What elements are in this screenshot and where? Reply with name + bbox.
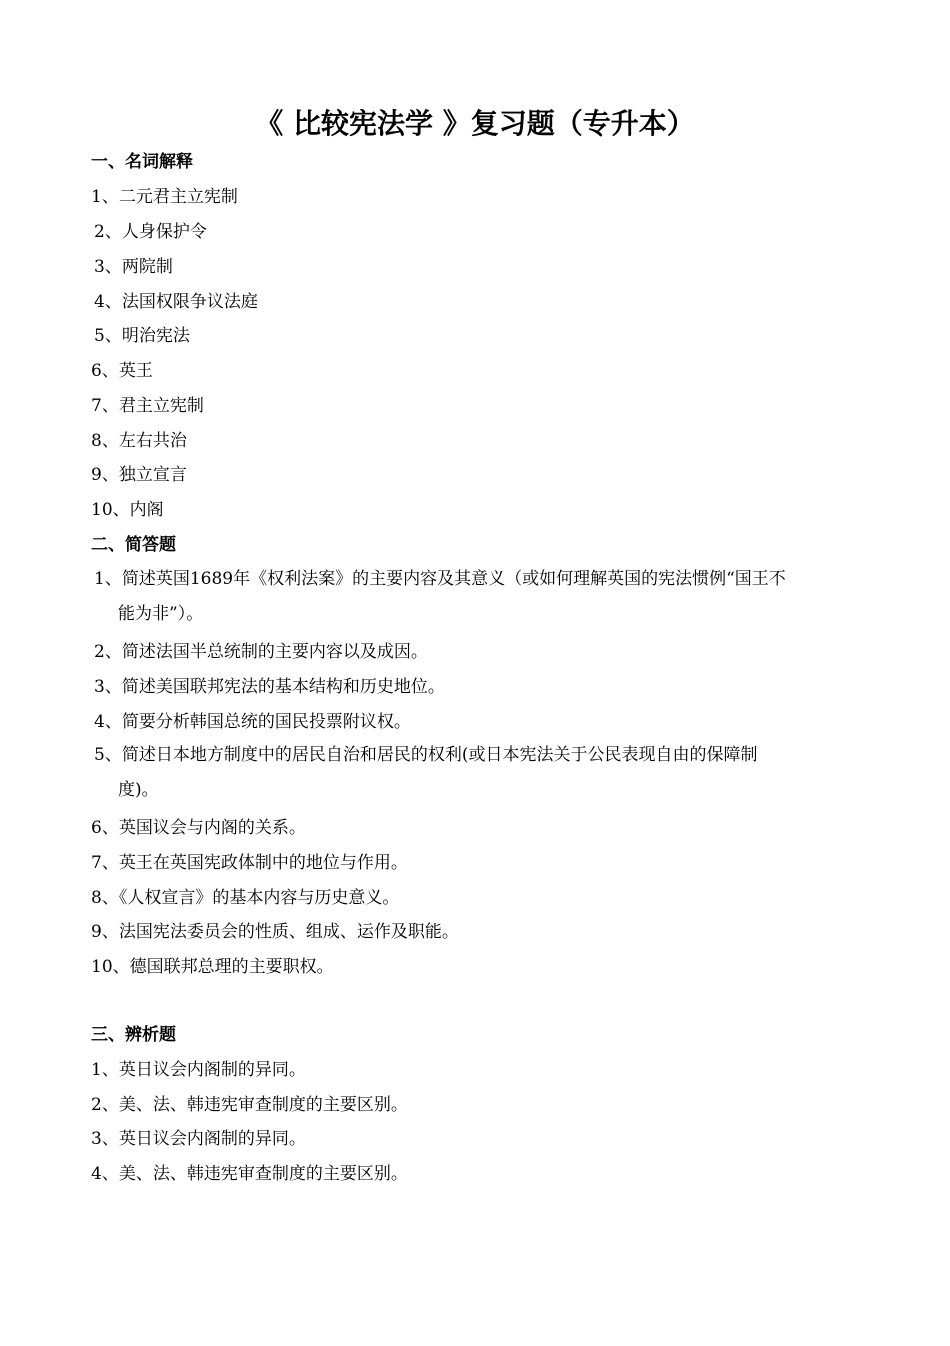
list-item: 4、简要分析韩国总统的国民投票附议权。 — [94, 712, 411, 732]
list-item: 9、法国宪法委员会的性质、组成、运作及职能。 — [91, 922, 459, 942]
list-item-line: 能为非”）。 — [118, 604, 204, 624]
list-item: 6、英国议会与内阁的关系。 — [91, 818, 306, 838]
list-item: 2、人身保护令 — [94, 222, 207, 242]
list-item: 1、英日议会内阁制的异同。 — [91, 1060, 306, 1080]
list-item: 6、英王 — [91, 361, 153, 381]
list-item-line: 度)。 — [118, 780, 159, 800]
list-item: 8、《人权宣言》的基本内容与历史意义。 — [91, 888, 400, 908]
section-heading-short-answer: 二、简答题 — [91, 535, 176, 555]
list-item: 8、左右共治 — [91, 431, 187, 451]
document-title: 《 比较宪法学 》复习题（专升本） — [255, 107, 695, 140]
list-item: 7、英王在英国宪政体制中的地位与作用。 — [91, 853, 408, 873]
list-item: 3、两院制 — [94, 257, 173, 277]
list-item: 3、简述美国联邦宪法的基本结构和历史地位。 — [94, 677, 445, 697]
list-item: 10、德国联邦总理的主要职权。 — [91, 957, 334, 977]
list-item: 2、简述法国半总统制的主要内容以及成因。 — [94, 642, 428, 662]
list-item: 9、独立宣言 — [91, 465, 187, 485]
list-item: 2、美、法、韩违宪审查制度的主要区别。 — [91, 1095, 408, 1115]
list-item: 4、法国权限争议法庭 — [94, 292, 258, 312]
list-item: 7、君主立宪制 — [91, 396, 204, 416]
section-heading-terms: 一、名词解释 — [91, 152, 193, 172]
list-item: 1、二元君主立宪制 — [91, 187, 238, 207]
list-item: 4、美、法、韩违宪审查制度的主要区别。 — [91, 1164, 408, 1184]
section-heading-analysis: 三、辨析题 — [91, 1025, 176, 1045]
list-item: 5、明治宪法 — [94, 326, 190, 346]
list-item: 3、英日议会内阁制的异同。 — [91, 1129, 306, 1149]
list-item — [94, 562, 874, 632]
list-item: 10、内阁 — [91, 500, 164, 520]
list-item — [94, 738, 874, 808]
list-item-line: 5、简述日本地方制度中的居民自治和居民的权利(或日本宪法关于公民表现自由的保障制 — [94, 745, 758, 765]
list-item-line: 1、简述英国1689年《权利法案》的主要内容及其意义（或如何理解英国的宪法惯例“国王不 — [94, 569, 786, 589]
